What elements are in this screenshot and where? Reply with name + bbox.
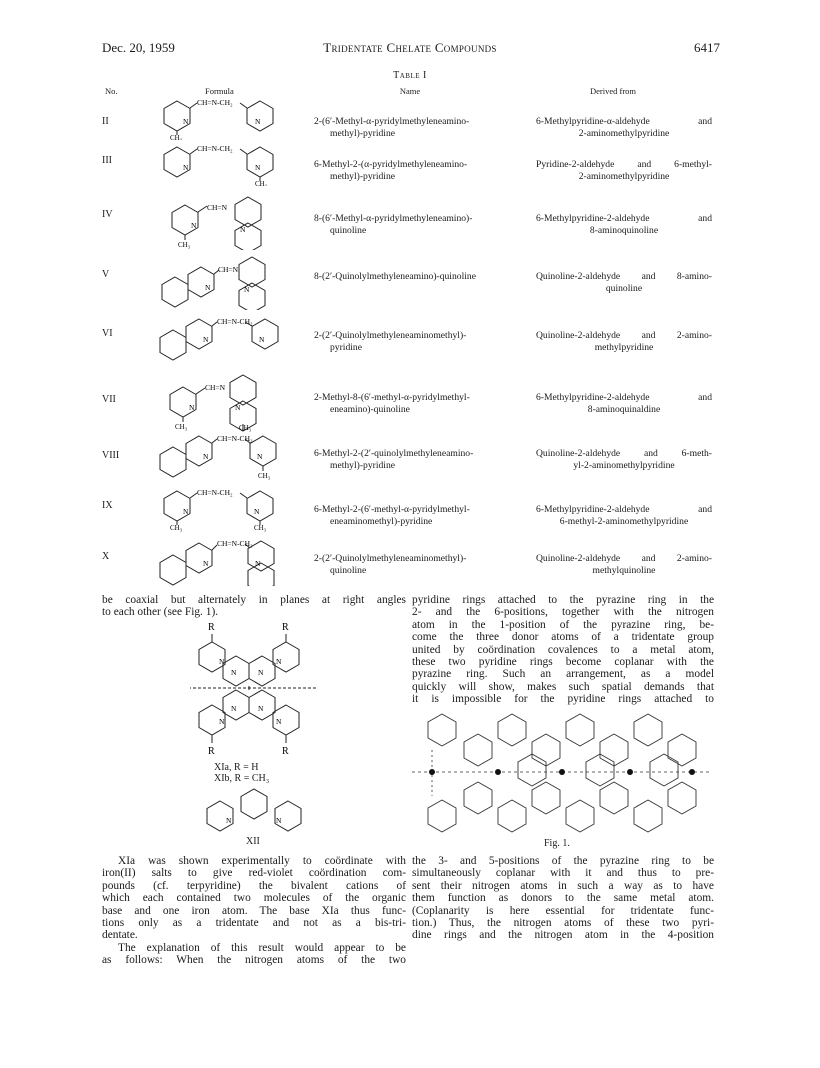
svg-text:N: N [257,452,263,461]
right-column-body: the 3- and 5-positions of the pyrazine ring to be simultaneously coplanar with it and thus to pre- sent their nitrogen atoms in such a way as to have them function as donors to the same metal atom. (Coplanarity is here essential for tridentate func- tion.) Thus, the nitrogen atoms of these two pyri- dine rings and the nitrogen atom in the 4-position [412,855,714,942]
derived-from: 6-Methylpyridine-α-aldehyde and 2-aminomethylpyridine [536,116,712,139]
svg-text:N: N [183,163,189,172]
xib-label: XIb, R = CH₃ [214,773,270,784]
svg-text:CH₃: CH₃ [178,241,191,249]
page-number: 6417 [694,40,720,55]
svg-text:CH₃: CH₃ [254,524,267,532]
svg-text:N: N [255,559,261,568]
svg-text:N: N [231,668,237,677]
svg-text:CH=N-CH₂: CH=N-CH₂ [217,434,253,443]
svg-text:N: N [244,285,250,294]
svg-text:CH=N-CH₂: CH=N-CH₂ [197,488,233,497]
svg-text:N: N [189,403,195,412]
svg-text:N: N [203,335,209,344]
svg-text:N: N [226,816,232,825]
compound-name: 6-Methyl-2-(6′-methyl-α-pyridylmethyl- eneaminomethyl)-pyridine [314,504,470,527]
header-date: Dec. 20, 1959 [102,40,175,55]
row-number: X [102,551,110,562]
svg-text:CH₃: CH₃ [255,180,268,186]
compound-name: 6-Methyl-2-(2′-quinolylmethyleneamino- methyl)-pyridine [314,448,474,471]
left-column-body: XIa was shown experimentally to coördinate with iron(II) salts to give red-violet coördination com- pounds (cf. terpyridine) the bivalent cations of which each contained two molecules of the organic base and one iron atom. The base XIa thus func- tions only as a tridentate and not as a bis-tri- dentate. The explanation of this result would appear to be as follows: When the nitrogen atoms of the two [102,855,406,967]
header-title: Tridentate Chelate Compounds [323,40,497,55]
compound-name: 2-(2′-Quinolylmethyleneaminomethyl)- quinoline [314,553,467,576]
column-header-derived: Derived from [590,86,637,96]
svg-text:CH₃: CH₃ [239,424,252,432]
structure-ix [155,484,285,534]
structure-ii [155,94,285,140]
compound-name: 2-Methyl-8-(6′-methyl-α-pyridylmethyl- eneamino)-quinoline [314,392,470,415]
structure-xi [190,622,320,772]
svg-text:N: N [219,657,225,666]
svg-text:N: N [183,117,189,126]
derived-from: 6-Methylpyridine-2-aldehyde and 6-methyl-2-aminomethylpyridine [536,504,712,527]
svg-text:CH=N-CH₂: CH=N-CH₂ [197,98,233,107]
right-column-top: pyridine rings attached to the pyrazine ring in the 2- and the 6-positions, together with the nitrogen atom in the 1-position of the pyrazine ring, be- come the three donor atoms of a tridentate group united by coördination covalences to a metal atom, these two pyridine rings become coplanar with the pyrazine ring. Such an arrangement, as a model quickly will show, makes such spatial demands that it is impossible for the pyridine rings attached to [412,594,714,706]
derived-from: Quinoline-2-aldehyde and 2-amino- methylquinoline [536,553,712,576]
row-number: VI [102,328,113,339]
svg-text:N: N [205,283,211,292]
svg-text:N: N [240,225,246,234]
compound-name: 2-(6′-Methyl-α-pyridylmethyleneamino- methyl)-pyridine [314,116,470,139]
compound-name: 2-(2′-Quinolylmethyleneaminomethyl)- pyridine [314,330,467,353]
svg-text:CH₃: CH₃ [175,423,188,431]
svg-text:R: R [208,746,215,757]
structure-viii [155,428,285,484]
derived-from: Quinoline-2-aldehyde and 2-amino- methylpyridine [536,330,712,353]
xia-label: XIa, R = H [214,762,259,773]
svg-text:N: N [258,668,264,677]
svg-text:R: R [282,746,289,757]
structure-iii [155,140,285,186]
column-header-no: No. [105,86,118,96]
svg-text:CH=N-CH₂: CH=N-CH₂ [217,317,253,326]
column-header-name: Name [399,86,421,96]
compound-name: 6-Methyl-2-(α-pyridylmethyleneamino- methyl)-pyridine [314,159,468,182]
xii-label: XII [246,836,260,847]
svg-text:N: N [276,657,282,666]
structure-xii [200,786,310,836]
compound-name: 8-(6′-Methyl-α-pyridylmethyleneamino)- quinoline [314,213,473,236]
compound-name: 8-(2′-Quinolylmethyleneamino)-quinoline [314,271,476,282]
svg-text:N: N [255,117,261,126]
structure-x [155,534,285,586]
svg-text:N: N [191,221,197,230]
figure-1 [412,710,712,836]
structure-v [155,250,285,310]
structure-iv [155,190,285,250]
svg-text:N: N [203,559,209,568]
text-line: be coaxial but alternately in planes at right angles [102,594,406,606]
svg-text:CH=N: CH=N [207,203,228,212]
table-title: Table I [393,70,427,81]
svg-text:N: N [259,335,265,344]
derived-from: Pyridine-2-aldehyde and 6-methyl- 2-aminomethylpyridine [536,159,712,182]
svg-text:CH=N: CH=N [205,383,226,392]
row-number: III [102,155,112,166]
row-number: VIII [102,450,120,461]
row-number: IX [102,500,113,511]
derived-from: Quinoline-2-aldehyde and 6-meth- yl-2-aminomethylpyridine [536,448,712,471]
svg-text:N: N [231,704,237,713]
svg-text:R: R [208,622,215,633]
column-header-formula: Formula [205,86,234,96]
svg-text:N: N [235,403,241,412]
row-number: V [102,269,110,280]
row-number: II [102,116,109,127]
svg-text:CH=N-CH₂: CH=N-CH₂ [217,539,253,548]
svg-text:N: N [276,717,282,726]
svg-text:R: R [282,622,289,633]
svg-text:CH=N: CH=N [218,265,239,274]
structure-vii [155,370,285,432]
figure-caption: Fig. 1. [544,838,570,849]
left-column-top [102,594,406,619]
derived-from: Quinoline-2-aldehyde and 8-amino- quinoline [536,271,712,294]
text-line: to each other (see Fig. 1). [102,606,219,619]
svg-text:N: N [255,163,261,172]
svg-text:N: N [254,507,260,516]
row-number: VII [102,394,116,405]
svg-text:N: N [203,452,209,461]
svg-text:CH₃: CH₃ [170,524,183,532]
svg-text:N: N [219,717,225,726]
derived-from: 6-Methylpyridine-2-aldehyde and 8-aminoquinoline [536,213,712,236]
svg-text:N: N [258,704,264,713]
svg-text:CH=N-CH₂: CH=N-CH₂ [197,144,233,153]
svg-text:CH₃: CH₃ [258,472,271,480]
row-number: IV [102,209,113,220]
structure-vi [155,312,285,362]
svg-text:N: N [276,816,282,825]
svg-text:N: N [183,507,189,516]
svg-text:CH₃: CH₃ [170,134,183,140]
derived-from: 6-Methylpyridine-2-aldehyde and 8-aminoquinaldine [536,392,712,415]
